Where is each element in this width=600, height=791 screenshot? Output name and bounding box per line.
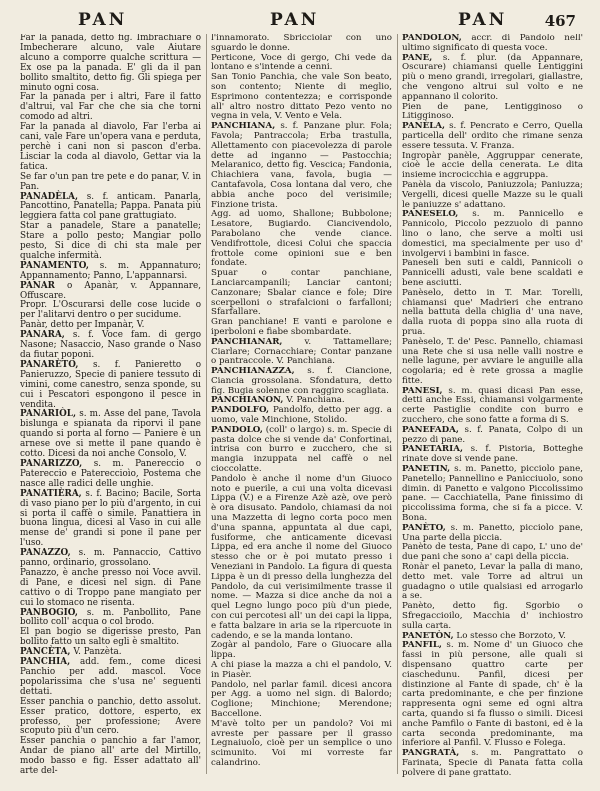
entry-headword: PANAMENTO,	[20, 260, 89, 271]
entry-headword: PANESELO,	[402, 209, 459, 220]
entry-headword: PANE,	[402, 52, 433, 63]
entry-headword: PANATIÈRA,	[20, 488, 82, 499]
entry-text: Pandolo è anche il nome d'un Giuoco noto e puerile, a cui una volta dicevasi Lippa (V.) e a Firenze Azè azè, ove però è ora disusato. Pandolo, chiamasi da noi una Mazzetta di legno corta poco men d'una spanna, appuntata al due capi, fusiforme, che anticamente dicevasi Lippa, ed era anche il nome del Giuoco stesso che or è poi mutato presso i Veneziani in Pandolo. La figura di questa Lippa è un di presso della lunghezza del Pandolo, da cui verisimilmente trasse il nome. — Mazza si dice anche da noi a quel Legno lungo poco più d'un piede, con cui percotesi all' un dei capi la lippa, e fatta balzare in aria se la ripercuote in cadendo, e se la manda lontano.	[211, 473, 392, 641]
dictionary-entry	[20, 609, 201, 629]
entry-text: s. f. Ciancione, Ciancia grossolana. Sfondatura, detto fig. Bugia solenne con raggiro scagliata.	[211, 366, 392, 396]
dictionary-entry	[20, 262, 201, 282]
entry-text: Se far o'un pan tre pete e do panar, V. in Pan.	[20, 171, 201, 192]
entry-text: San Tonio Panchia, che vale Son beato, son contento; Niente di meglio, Esprimono contentezza; e corrisponde all' altro nostro dittato Pezo vento no vegna in vela, V. Vento e Vela.	[211, 72, 392, 122]
entry-text: s. f. Panata, Colpo di un pezzo di pane.	[402, 424, 583, 445]
entry-headword: PANARIZZO,	[20, 458, 83, 469]
running-head-center: PAN	[270, 10, 320, 30]
entry-headword: PANCHIANAZZA,	[211, 366, 295, 377]
dictionary-entry	[20, 658, 201, 698]
entry-text: add. fem., come dicesi Panchio per add. mascol. Voce popolarissima che s'usa ne' seguenti dettati.	[20, 657, 201, 697]
entry-text: s. f. anticam. Panarla, Pancottino, Panatella; Pappa. Panata più leggiera fatta col pane grattugiato.	[20, 191, 201, 222]
dictionary-entry	[211, 338, 392, 367]
running-head-right: PAN	[458, 10, 508, 30]
entry-text: El pan bogio se digerisse presto, Pan bollito fatto un salto egli è smaltito.	[20, 627, 201, 648]
entry-headword: PANARÈTO,	[20, 359, 79, 370]
entry-headword: PANCÈTA,	[20, 647, 71, 658]
entry-text: s. m. Pangrattato o Farinata, Specie di Panata fatta colla polvere di pane grattato.	[402, 748, 583, 778]
entry-headword: PANCHIANAR,	[211, 336, 283, 347]
entry-headword: PANDOLO,	[211, 424, 263, 435]
page-number: 467	[544, 12, 576, 30]
dictionary-entry	[402, 445, 583, 465]
entry-headword: PANADÈLA,	[20, 191, 79, 202]
entry-headword: PANDOLÒN,	[402, 34, 462, 43]
dictionary-entry	[211, 681, 392, 720]
dictionary-entry	[402, 289, 583, 338]
entry-text: V. Panzèta.	[73, 647, 122, 658]
dictionary-entry	[20, 460, 201, 490]
dictionary-entry	[20, 93, 201, 123]
dictionary-entry	[20, 222, 201, 262]
column-right	[402, 34, 583, 782]
dictionary-entry	[402, 465, 583, 524]
entry-headword: PANEFADA,	[402, 424, 459, 435]
entry-headword: PANESI,	[402, 385, 443, 396]
column-rule	[397, 34, 398, 774]
dictionary-entry	[20, 193, 201, 223]
entry-text: (coll' o largo) s. m. Specie di pasta dolce che si vende da' Confortinai, intrisa con burro e zucchero, che si mangia inzuppata nel caffè o nel cioccolatte.	[211, 424, 392, 475]
entry-text: Esser panchia o panchio a far l'amor, Andar de piano all' arte del Mirtillo, modo basso e fig. Esser adattato all' arte del-	[20, 736, 201, 777]
entry-text: A chi piase la mazza a chi el pandolo, V. in Piasèr.	[211, 660, 392, 680]
dictionary-entry	[211, 426, 392, 475]
dictionary-entry	[20, 569, 201, 609]
dictionary-entry	[402, 103, 583, 123]
entry-headword: PANARIÒL,	[20, 409, 77, 420]
dictionary-entry	[211, 73, 392, 122]
entry-text: Far la panada al diavolo, Far l'erba ai cani, vale Fare un'opera vana e perduta, perchè i cani non si pascon d'erba. Lisciar la coda al diavolo, Gettar via la fatica.	[20, 122, 201, 172]
entry-headword: PANAR	[20, 280, 55, 291]
entry-text: Ingropàr panèle, Aggruppar cenerate, cioè le accie della cenerata. Le dita insieme incrocicchia e aggruppa.	[402, 150, 583, 181]
entry-headword: PANFIL,	[402, 640, 442, 651]
entry-headword: PANCHIANON,	[211, 395, 284, 406]
entry-text: Propr. L'Oscurarsi delle cose lucide o per l'alitarvi dentro o per sucidume.	[20, 300, 201, 321]
dictionary-entry	[20, 173, 201, 193]
column-left	[20, 34, 201, 782]
dictionary-entry	[20, 361, 201, 411]
dictionary-entry	[211, 406, 392, 426]
entry-headword: PANÈTO,	[402, 522, 446, 533]
entry-text: Gran panchiane! E vanti e parolone e iperboloni e fiabe sbombardate.	[211, 317, 392, 337]
entry-text: Esser panchia o panchio, detto assolut. Esser pratico, dottore, esperto, ex professo, per professione; Avere scoputo più d'un cero.	[20, 696, 201, 737]
entry-text: Lo stesso che Borzoto, V.	[456, 630, 566, 641]
dictionary-entry	[211, 720, 392, 769]
entry-headword: PANBOGIO,	[20, 607, 78, 618]
entry-text: Agg. ad uomo, Shallone; Bubbolone; Lesatore, Bugiardo. Ciancivendolo, Parabolano che vende ciance. Vendifrottole, dicesi Colui che spaccia frottole come opinioni sue e ben fondate.	[211, 209, 392, 269]
dictionary-entry	[20, 628, 201, 648]
dictionary-entry	[402, 387, 583, 426]
dictionary-entry	[211, 210, 392, 269]
dictionary-entry	[20, 331, 201, 361]
entry-text: s. m. Nome d' un Giuoco che fassi in più persone, alle quali si dispensano quattro carte per ciaschedunu. Panfil, dicesi per distinzione al Fante di spade, ch' è la carta predominante, e che per finzione rappresenta ogni seme ed ogni altra carta, quando si fa flusso o simili. Dicesi anche Pamfilo o Fante di bastoni, ed è la carta seconda predominante, ma inferiore al Panfil. V. Flusso e Folega.	[402, 640, 583, 749]
dictionary-entry	[402, 563, 583, 602]
entry-text: Panèselo, T. de' Pesc. Pannello, chiamasi una Rete che si usa nelle valli nostre e nelle lagune, per avviare le anguille alla cogolaria; ed è rete grossa a maglie fitte.	[402, 336, 583, 386]
entry-text: s. f. Panzane plur. Fola; Favola; Pantraccola; Erba trastulla, Allettamento con piacevolezza di parole dette ad inganno — Pastocchia; Melaranico, detto fig. Vescica; Fandonia, Chiachiera vana, favola, bugia — Cantafavola, Cosa lontana dal vero, che abbia anche poco del verisimile; Finzione trista.	[211, 121, 392, 210]
entry-text: s. f. Voce fam. di gergo Nasone; Nasaccio, Naso grande o Naso da fiutar poponi.	[20, 330, 201, 360]
entry-text: Far la panada per i altri, Fare il fatto d'altrui, val Far che che sia che torni comodo ad altri.	[20, 92, 201, 123]
dictionary-entry	[211, 269, 392, 318]
entry-text: o Apanàr, v. Appannare, Offuscare.	[20, 280, 201, 301]
dictionary-entry	[402, 338, 583, 387]
entry-headword: PANCHIA,	[20, 657, 71, 668]
dictionary-entry	[402, 152, 583, 181]
dictionary-entry	[211, 54, 392, 74]
entry-text: s. m. Panbollito, Pane bollito coll' acqua o col brodo.	[20, 607, 201, 628]
entry-text: accr. di Pandolo nell' ultimo significato di questa voce.	[402, 34, 583, 53]
entry-text: Far la panada, detto fig. Imbrachiare o Imbecherare alcuno, vale Aiutare alcuno a comporre qualche scrittura — Ex ose pa la panada. E' gli da il pan bollito smaltito, detto fig. Gli spiega per minuto ogni cosa.	[20, 34, 201, 93]
entry-text: s. m. Pannicello e Pannicolo, Piccolo pezzuolo di panno lino o lano, che serve a molti usi domestici, ma specialmente per uso d' involgervi i bambini in fasce.	[402, 209, 583, 259]
column-rule	[206, 34, 207, 774]
entry-text: Pien de pane, Lentigginoso o Litigginoso.	[402, 101, 583, 122]
dictionary-entry	[20, 410, 201, 460]
entry-headword: PANETIN,	[402, 464, 451, 475]
column-middle	[211, 34, 392, 782]
dictionary-entry	[402, 543, 583, 563]
entry-text: Zogàr al pandolo, Fare o Giuocare alla lippa.	[211, 640, 392, 661]
entry-headword: PANCHIANA,	[211, 121, 276, 132]
entry-headword: PANETARIA,	[402, 444, 463, 455]
entry-headword: PANAZZO,	[20, 548, 71, 559]
entry-text: l'innamorato. Sbricciolar con uno sguardo le donne.	[211, 34, 392, 53]
entry-text: Pandolo, nel parlar famil. dicesi ancora per Agg. a uomo nel sign. di Balordo; Coglione; Minchione; Merendone; Baccellone.	[211, 679, 392, 719]
dictionary-entry	[402, 122, 583, 151]
entry-text: s. m. Pannaccio, Cattivo panno, ordinario, grossolano.	[20, 548, 201, 569]
dictionary-entry	[402, 524, 583, 544]
entry-text: Panàr, detto per Impanàr, V.	[20, 320, 145, 331]
entry-text: s. f. Panieretto o Panieruzzo, Specie di paniere tessuto di vimini, come canestro, senza sponde, su cui i Pescatori espongono il pesce in vendita.	[20, 359, 201, 410]
dictionary-entry	[402, 641, 583, 749]
dictionary-entry	[20, 282, 201, 302]
entry-text: Spuar o contar panchiane, Lanciarcampanili; Lanciar cantoni; Canzonare; Sbalar ciance e fole; Dire scerpelloni o strafalcioni o farfalloni; Sfarfallare.	[211, 268, 392, 318]
dictionary-entry	[211, 122, 392, 210]
entry-text: Panèto de testa, Pane di capo, L' uno de' due pani che sono a' capi della piccia.	[402, 542, 583, 563]
entry-headword: PANETÒN,	[402, 630, 454, 641]
dictionary-entry	[20, 549, 201, 569]
entry-text: Panèla da viscolo, Paniuzzola; Paniuzza; Vergelli, dicesi quelle Mazze su le quali le paniuzze s' adattano.	[402, 179, 583, 210]
dictionary-entry	[402, 54, 583, 103]
entry-text: Ronàr el paneto, Levar la palla di mano, detto met. vale Torre ad altrui un guadagno o utile qualsiasi ed arrogarlo a se.	[402, 562, 583, 602]
entry-headword: PANDOLFO,	[211, 405, 270, 416]
entry-text: s. f. Pistoria, Botteghe rinate dove si vende pane.	[402, 444, 583, 465]
entry-headword: PANGRATÀ,	[402, 748, 460, 759]
dictionary-entry	[211, 661, 392, 681]
entry-text: M'avè tolto per un pandolo? Voi mi avreste per passare per il grasso Legnaiuolo, cioè per un semplice o uno scimunito. Voi mi vorreste far calandrino.	[211, 718, 392, 768]
entry-text: s. m. quasi dicasi Pan esse, detti anche Essi, chiamansi volgarmente certe Pastiglie condite con burro e zucchero, che sono fatte a forma di S.	[402, 385, 583, 426]
entry-text: Panèselo, detto in T. Mar. Torelli, chiamansi que' Madrieri che entrano nella battuta della chiglia d' una nave, dalla ruota di poppa sino alla ruota di prua.	[402, 287, 583, 337]
dictionary-entry	[402, 259, 583, 288]
entry-text: s. m. Panereccio o Patereccio e Patereccioìo, Postema che nasce alle radici delle unghie.	[20, 458, 201, 489]
entry-text: Panazzo, è anche presso noi Voce avvil. di Pane, e dicesi nel sign. di Pane cattivo o di Troppo pane mangiato per cui lo stomaco ne risenta.	[20, 567, 201, 608]
entry-headword: PANARA,	[20, 330, 65, 341]
dictionary-entry	[20, 123, 201, 173]
entry-text: s. f. Pencrato e Cerro, Quella particella dell' ordito che rimane senza essere tessuta. V. Franza.	[402, 121, 583, 151]
entry-headword: PANÈLA,	[402, 121, 446, 132]
dictionary-entry	[402, 210, 583, 259]
dictionary-entry	[20, 698, 201, 738]
dictionary-entry	[402, 749, 583, 778]
dictionary-entry	[20, 490, 201, 549]
dictionary-entry	[20, 34, 201, 93]
dictionary-entry	[211, 475, 392, 642]
dictionary-entry	[402, 602, 583, 631]
entry-text: Star a panadele, Stare a panatelle; Stare a pollo pesto; Mangiar pollo pesto, Si dice di chi sta male per qualche infermità.	[20, 221, 201, 261]
entry-text: s. f. plur. (da Appannare, Oscurare) chiamansi quelle Lentiggini più o meno grandi, irregolari, giallastre, che vengono altrui sul volto e ne appannano il colorito.	[402, 52, 583, 102]
dictionary-entry	[20, 737, 201, 777]
dictionary-entry	[402, 34, 583, 54]
entry-text: Perticone, Voce di gergo, Chi vede da lontano e s'intende a cenni.	[211, 52, 392, 73]
entry-text: s. m. Asse del pane, Tavola bislunga e spianata da riporvi il pane quando si porta al forno — Paniere è un arnese ove si mette il pane quando è cotto. Dicesi da noi anche Consolo, V.	[20, 409, 201, 460]
entry-text: v. Tattamellare; Ciarlare; Cornacchiare; Contar panzane o pantraccole. V. Panchiana.	[211, 336, 392, 367]
entry-text: s. f. Bacino; Bacile, Sorta di vaso piano per lo più d'argento, in cui si porta il caffè o simile. Panattiera in buona lingua, dicesi al Vaso in cui alle mense de' grandi si pone il pane per l'uso.	[20, 488, 201, 549]
entry-text: s. m. Appannaturo; Appannamento; Panno, L'appannarsi.	[20, 260, 201, 281]
dictionary-entry	[402, 181, 583, 210]
entry-text: Paneseli ben suti e caldi, Pannicoli o Pannicelli adusti, vale bene scaldati e bene asciutti.	[402, 258, 583, 288]
dictionary-entry	[20, 301, 201, 321]
dictionary-entry	[211, 641, 392, 661]
entry-text: V. Panchiana.	[286, 395, 345, 406]
entry-text: s. m. Panetto, picciolo pane, Panetello; Pannellino e Panicciuolo, sono dimin. di Panetto e valgono Piccolissimo pane. — Cacchiatella, Pane finissimo di piccolissima forma, che si fa a picce. V. Bona.	[402, 464, 583, 524]
dictionary-entry	[402, 426, 583, 446]
dictionary-entry	[211, 318, 392, 338]
dictionary-entry	[211, 367, 392, 396]
dictionary-entry	[211, 34, 392, 54]
entry-text: Pandolfo, detto per agg. a uomo, vale Minchione, Stolido.	[211, 405, 392, 426]
running-head-left: PAN	[78, 10, 128, 30]
entry-text: s. m. Panetto, picciolo pane, Una parte della piccia.	[402, 522, 583, 543]
entry-text: Panèto, detto fig. Sgorbio o Sfregaccioilo, Macchia d' inchiostro sulla carta.	[402, 601, 583, 631]
